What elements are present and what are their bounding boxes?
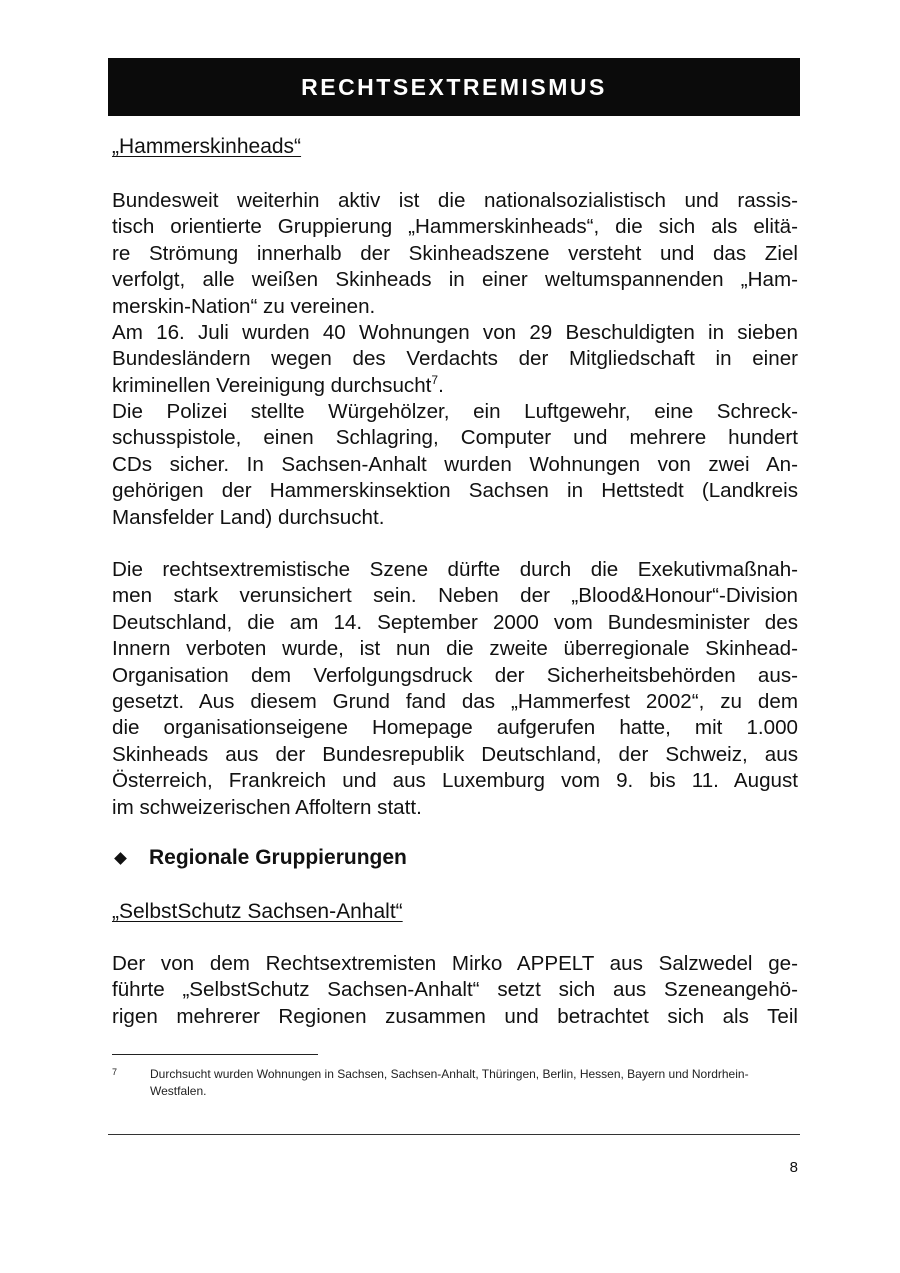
text-line: Organisation dem Verfolgungsdruck der Sicherheitsbehörden aus- — [112, 663, 798, 687]
text-line: schusspistole, einen Schlagring, Computer und mehrere hundert — [112, 426, 798, 450]
diamond-bullet-icon — [114, 852, 127, 865]
text-line: merskin-Nation“ zu vereinen. — [112, 294, 376, 318]
text-line — [112, 373, 798, 399]
text-line: re Strömung innerhalb der Skinheadszene versteht und das Ziel — [112, 241, 798, 265]
heading-hammerskinheads: „Hammerskinheads“ — [112, 135, 302, 158]
text-line: Österreich, Frankreich und aus Luxemburg vom 9. bis 11. August — [112, 769, 798, 793]
paragraph-raids — [112, 320, 798, 399]
text-line: Innern verboten wurde, ist nun die zweite überregionale Skinhead- — [112, 637, 798, 661]
paragraph-selbstschutz — [112, 951, 798, 1030]
text-segment: . — [438, 373, 444, 397]
text-line: tisch orientierte Gruppierung „Hammerskinheads“, die sich als elitä- — [112, 215, 798, 239]
paragraph-seized-items — [112, 399, 798, 531]
header-title: RECHTSEXTREMISMUS — [301, 73, 607, 100]
heading-selbstschutz: „SelbstSchutz Sachsen-Anhalt“ — [112, 900, 403, 923]
text-line: Die Polizei stellte Würgehölzer, ein Luftgewehr, eine Schreck- — [112, 400, 798, 423]
text-line: men stark verunsichert sein. Neben der „Blood&Honour“-Division — [112, 584, 798, 608]
text-line: Die rechtsextremistische Szene dürfte durch die Exekutivmaßnah- — [112, 558, 798, 581]
text-line: Am 16. Juli wurden 40 Wohnungen von 29 Beschuldigten in sieben — [112, 321, 798, 344]
footer-separator — [108, 1134, 800, 1135]
footnote-separator — [112, 1054, 318, 1055]
text-line: CDs sicher. In Sachsen-Anhalt wurden Wohnungen von zwei An- — [112, 452, 798, 476]
section-heading-text: Regionale Gruppierungen — [149, 846, 407, 869]
text-line: Deutschland, die am 14. September 2000 vom Bundesminister des — [112, 610, 798, 634]
text-line: gesetzt. Aus diesem Grund fand das „Hammerfest 2002“, zu dem — [112, 690, 798, 714]
section-heading-regional-groups — [112, 846, 407, 870]
text-line: im schweizerischen Affoltern statt. — [112, 795, 422, 819]
text-line: Bundesländern wegen des Verdachts der Mitgliedschaft in einer — [112, 347, 798, 371]
text-line: Der von dem Rechtsextremisten Mirko APPELT aus Salzwedel ge- — [112, 952, 798, 975]
text-line: Mansfelder Land) durchsucht. — [112, 505, 385, 529]
text-line: Skinheads aus der Bundesrepublik Deutschland, der Schweiz, aus — [112, 742, 798, 766]
page-number: 8 — [789, 1159, 798, 1176]
text-line: führte „SelbstSchutz Sachsen-Anhalt“ setzt sich aus Szeneangehö- — [112, 978, 798, 1002]
footnote-mark: 7 — [112, 1067, 118, 1077]
text-line: rigen mehrerer Regionen zusammen und betrachtet sich als Teil — [112, 1004, 798, 1028]
paragraph-hammerskinheads-intro — [112, 188, 798, 320]
footnote-reference: 7 — [431, 372, 439, 387]
text-line: verfolgt, alle weißen Skinheads in einer weltumspannenden „Ham- — [112, 268, 798, 292]
text-line: die organisationseigene Homepage aufgerufen hatte, mit 1.000 — [112, 716, 798, 740]
text-line: Bundesweit weiterhin aktiv ist die nationalsozialistisch und rassis- — [112, 189, 798, 212]
footnote-text: Durchsucht wurden Wohnungen in Sachsen, Sachsen-Anhalt, Thüringen, Berlin, Hessen, Bayern und Nordrhein-Westfalen. — [150, 1067, 749, 1098]
paragraph-scene-impact — [112, 557, 798, 821]
page-header — [108, 58, 800, 116]
text-segment: kriminellen Vereinigung durchsucht — [112, 373, 432, 397]
text-line: gehörigen der Hammerskinsektion Sachsen in Hettstedt (Landkreis — [112, 479, 798, 503]
